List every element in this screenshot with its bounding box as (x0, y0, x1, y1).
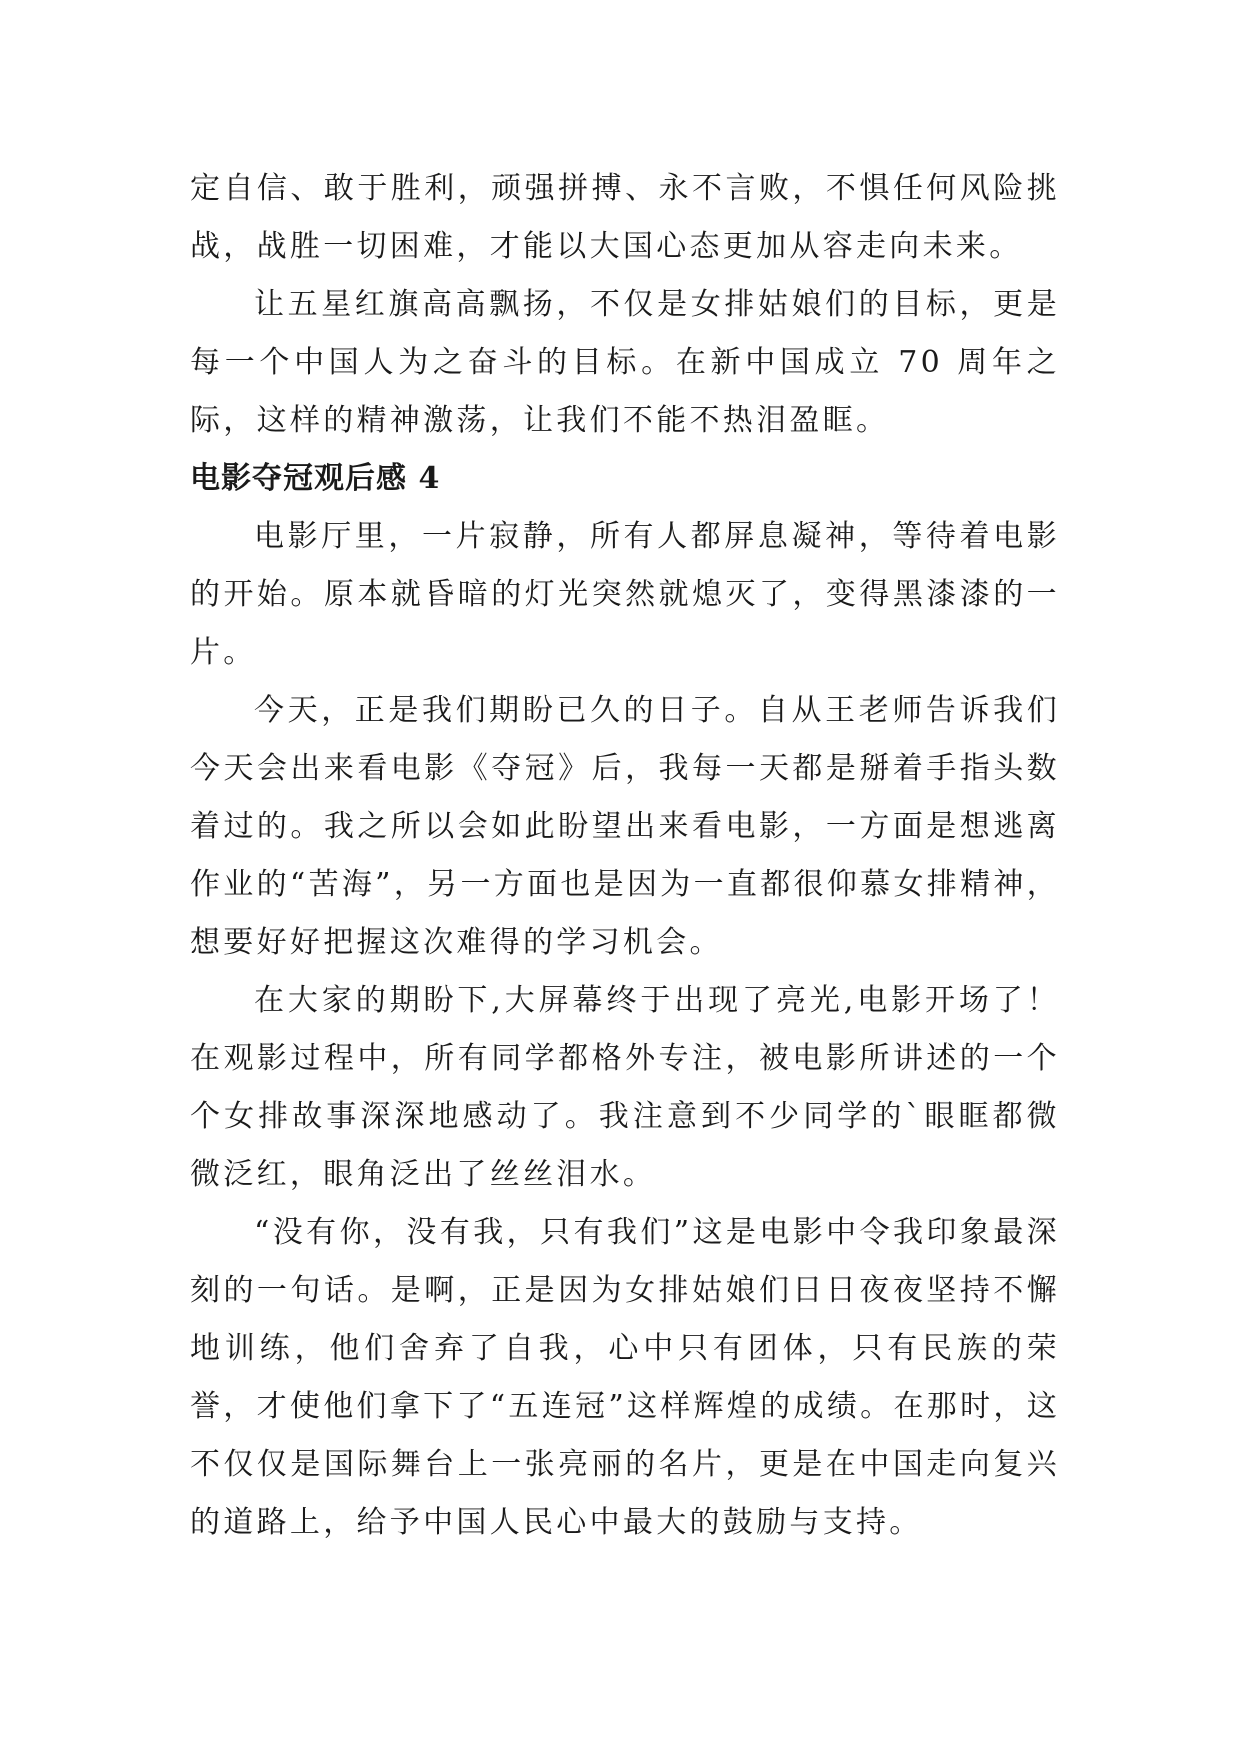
paragraph-4: 今天，正是我们期盼已久的日子。自从王老师告诉我们今天会出来看电影《夺冠》后，我每一天都是掰着手指头数着过的。我之所以会如此盼望出来看电影，一方面是想逃离作业的“苦海”，另一方面也是因为一直都很仰慕女排精神，想要好好把握这次难得的学习机会。 (190, 693, 1060, 960)
document-page (190, 160, 1060, 1552)
paragraph-6: “没有你，没有我，只有我们”这是电影中令我印象最深刻的一句话。是啊，正是因为女排姑娘们日日夜夜坚持不懈地训练，他们舍弃了自我，心中只有团体，只有民族的荣誉，才使他们拿下了“五连冠”这样辉煌的成绩。在那时，这不仅仅是国际舞台上一张亮丽的名片，更是在中国走向复兴的道路上，给予中国人民心中最大的鼓励与支持。 (190, 1215, 1060, 1540)
paragraph-2: 让五星红旗高高飘扬，不仅是女排姑娘们的目标，更是每一个中国人为之奋斗的目标。在新中国成立 70 周年之际，这样的精神激荡，让我们不能不热泪盈眶。 (190, 287, 1060, 438)
paragraph-3: 电影厅里，一片寂静，所有人都屏息凝神，等待着电影的开始。原本就昏暗的灯光突然就熄灭了，变得黑漆漆的一片。 (190, 519, 1060, 670)
paragraph-1: 定自信、敢于胜利，顽强拼搏、永不言败，不惧任何风险挑战，战胜一切困难，才能以大国心态更加从容走向未来。 (190, 171, 1060, 264)
section-heading: 电影夺冠观后感 4 (190, 461, 441, 496)
paragraph-5: 在大家的期盼下,大屏幕终于出现了亮光,电影开场了！在观影过程中，所有同学都格外专注，被电影所讲述的一个个女排故事深深地感动了。我注意到不少同学的`眼眶都微微泛红，眼角泛出了丝丝泪水。 (190, 983, 1060, 1192)
